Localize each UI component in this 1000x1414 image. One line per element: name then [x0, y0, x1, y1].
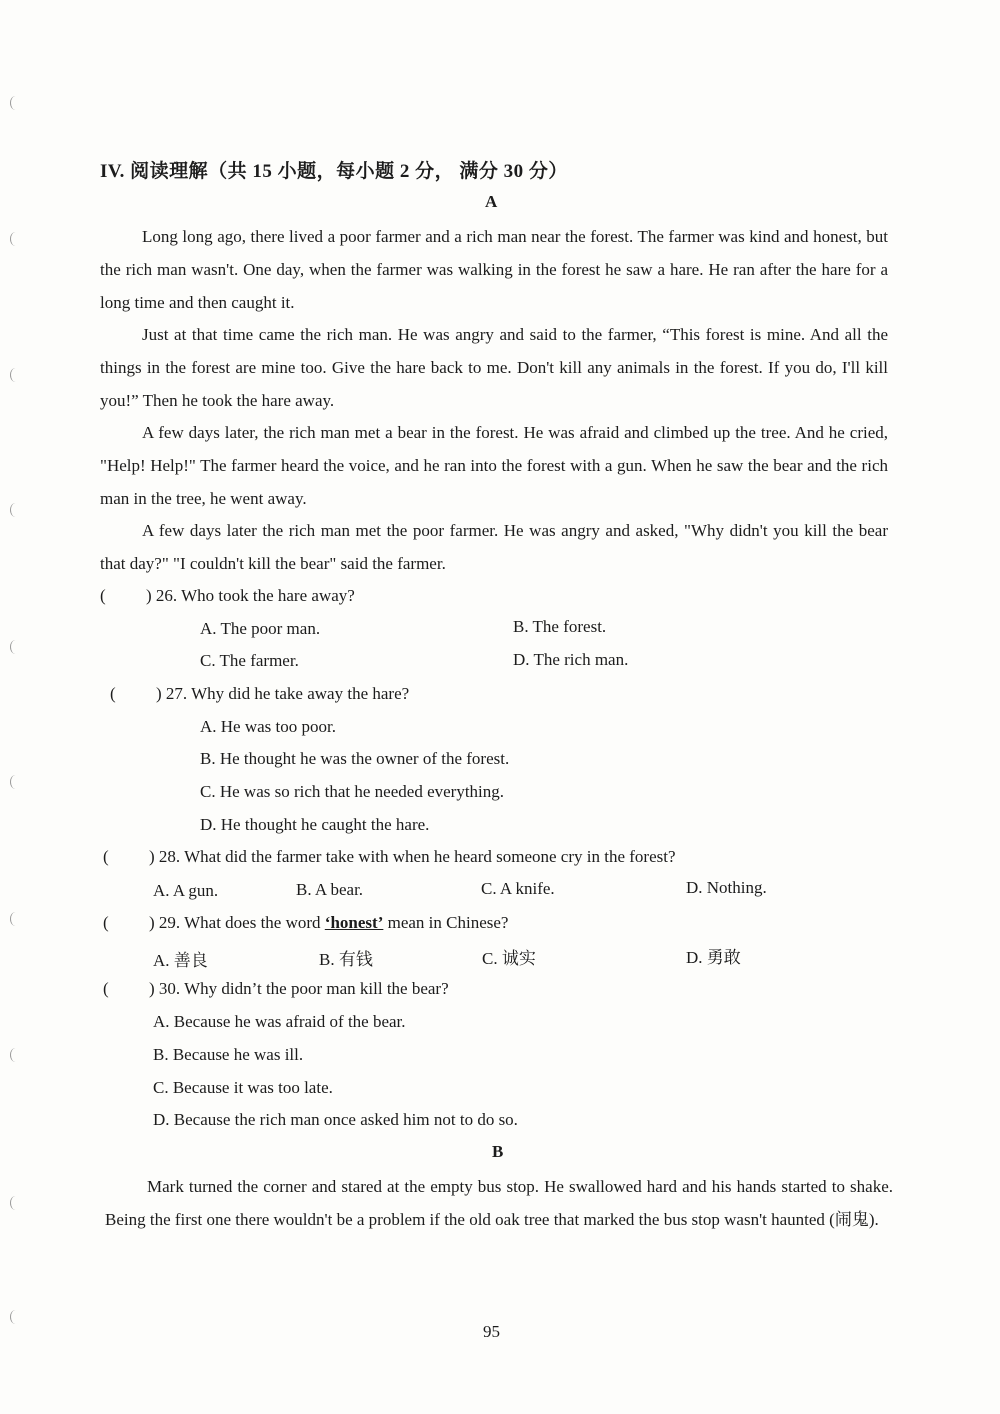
option-a: A. 善良	[153, 951, 208, 970]
answer-blank[interactable]: (	[103, 979, 109, 998]
question-text: ) 27. Why did he take away the hare?	[156, 684, 410, 703]
question-30	[103, 979, 449, 999]
option-a: A. He was too poor.	[200, 717, 336, 736]
binding-hole-mark	[10, 775, 21, 789]
part-a-label: A	[485, 192, 498, 211]
option-b: B. He thought he was the owner of the forest.	[200, 749, 510, 768]
option-a: A. The poor man.	[200, 619, 321, 638]
question-26	[100, 586, 355, 606]
page-number: 95	[483, 1322, 500, 1341]
question-text: ) 26. Who took the hare away?	[146, 586, 355, 605]
part-b-label: B	[492, 1142, 504, 1161]
option-d: D. Nothing.	[686, 878, 767, 897]
binding-hole-mark	[10, 1310, 21, 1324]
binding-hole-mark	[10, 96, 21, 110]
question-text: ) 28. What did the farmer take with when he heard someone cry in the forest?	[149, 847, 676, 866]
option-a: A. A gun.	[153, 881, 219, 900]
option-c: C. He was so rich that he needed everything.	[200, 782, 505, 801]
binding-hole-mark	[10, 1196, 21, 1210]
passage-a-paragraph-4: A few days later the rich man met the poor farmer. He was angry and asked, "Why didn't you kill the bear that day?" "I couldn't kill the bear" said the farmer.	[100, 521, 888, 573]
question-text: ) 29. What does the word	[149, 913, 325, 932]
option-c: C. Because it was too late.	[153, 1078, 333, 1097]
question-29	[103, 913, 508, 933]
binding-hole-mark	[10, 912, 21, 926]
option-b: B. 有钱	[319, 950, 373, 969]
binding-hole-mark	[10, 640, 21, 654]
highlighted-word: ‘honest’	[324, 913, 384, 932]
option-c: C. 诚实	[482, 949, 536, 968]
question-text: ) 30. Why didn’t the poor man kill the bear?	[149, 979, 449, 998]
option-d: D. The rich man.	[513, 650, 629, 669]
passage-a-paragraph-3: A few days later, the rich man met a bear in the forest. He was afraid and climbed up the tree. And he cried, "Help! Help!" The farmer heard the voice, and he ran into the forest with a gun. When he saw the bear and the rich man in the tree, he went away.	[100, 423, 888, 508]
option-c: C. A knife.	[481, 879, 555, 898]
answer-blank[interactable]: (	[110, 684, 116, 703]
binding-hole-mark	[10, 368, 21, 382]
option-a: A. Because he was afraid of the bear.	[153, 1012, 406, 1031]
option-c: C. The farmer.	[200, 651, 299, 670]
passage-a-paragraph-2: Just at that time came the rich man. He was angry and said to the farmer, “This forest is mine. And all the things in the forest are mine too. Give the hare back to me. Don't kill any animals in the forest. If you do, I'll kill you!” Then he took the hare away.	[100, 325, 888, 410]
question-28	[103, 847, 676, 867]
passage-b-paragraph-1: Mark turned the corner and stared at the empty bus stop. He swallowed hard and his hands started to shake. Being the first one there wouldn't be a problem if the old oak tree that marked the bus stop wasn't haunted (闹鬼).	[105, 1177, 893, 1229]
option-b: B. A bear.	[296, 880, 364, 899]
option-d: D. 勇敢	[686, 948, 741, 967]
binding-hole-mark	[10, 1048, 21, 1062]
binding-hole-mark	[10, 503, 21, 517]
option-d: D. Because the rich man once asked him not to do so.	[153, 1110, 518, 1129]
passage-a-paragraph-1: Long long ago, there lived a poor farmer and a rich man near the forest. The farmer was kind and honest, but the rich man wasn't. One day, when the farmer was walking in the forest he saw a hare. He ran after the hare for a long time and then caught it.	[100, 227, 888, 312]
section-title: IV. 阅读理解（共 15 小题，每小题 2 分， 满分 30 分）	[100, 161, 568, 182]
question-27	[110, 684, 409, 704]
option-b: B. Because he was ill.	[153, 1045, 304, 1064]
answer-blank[interactable]: (	[100, 586, 106, 605]
question-text-end: mean in Chinese?	[383, 913, 509, 932]
option-d: D. He thought he caught the hare.	[200, 815, 430, 834]
option-b: B. The forest.	[513, 617, 607, 636]
answer-blank[interactable]: (	[103, 847, 109, 866]
answer-blank[interactable]: (	[103, 913, 109, 932]
binding-hole-mark	[10, 232, 21, 246]
